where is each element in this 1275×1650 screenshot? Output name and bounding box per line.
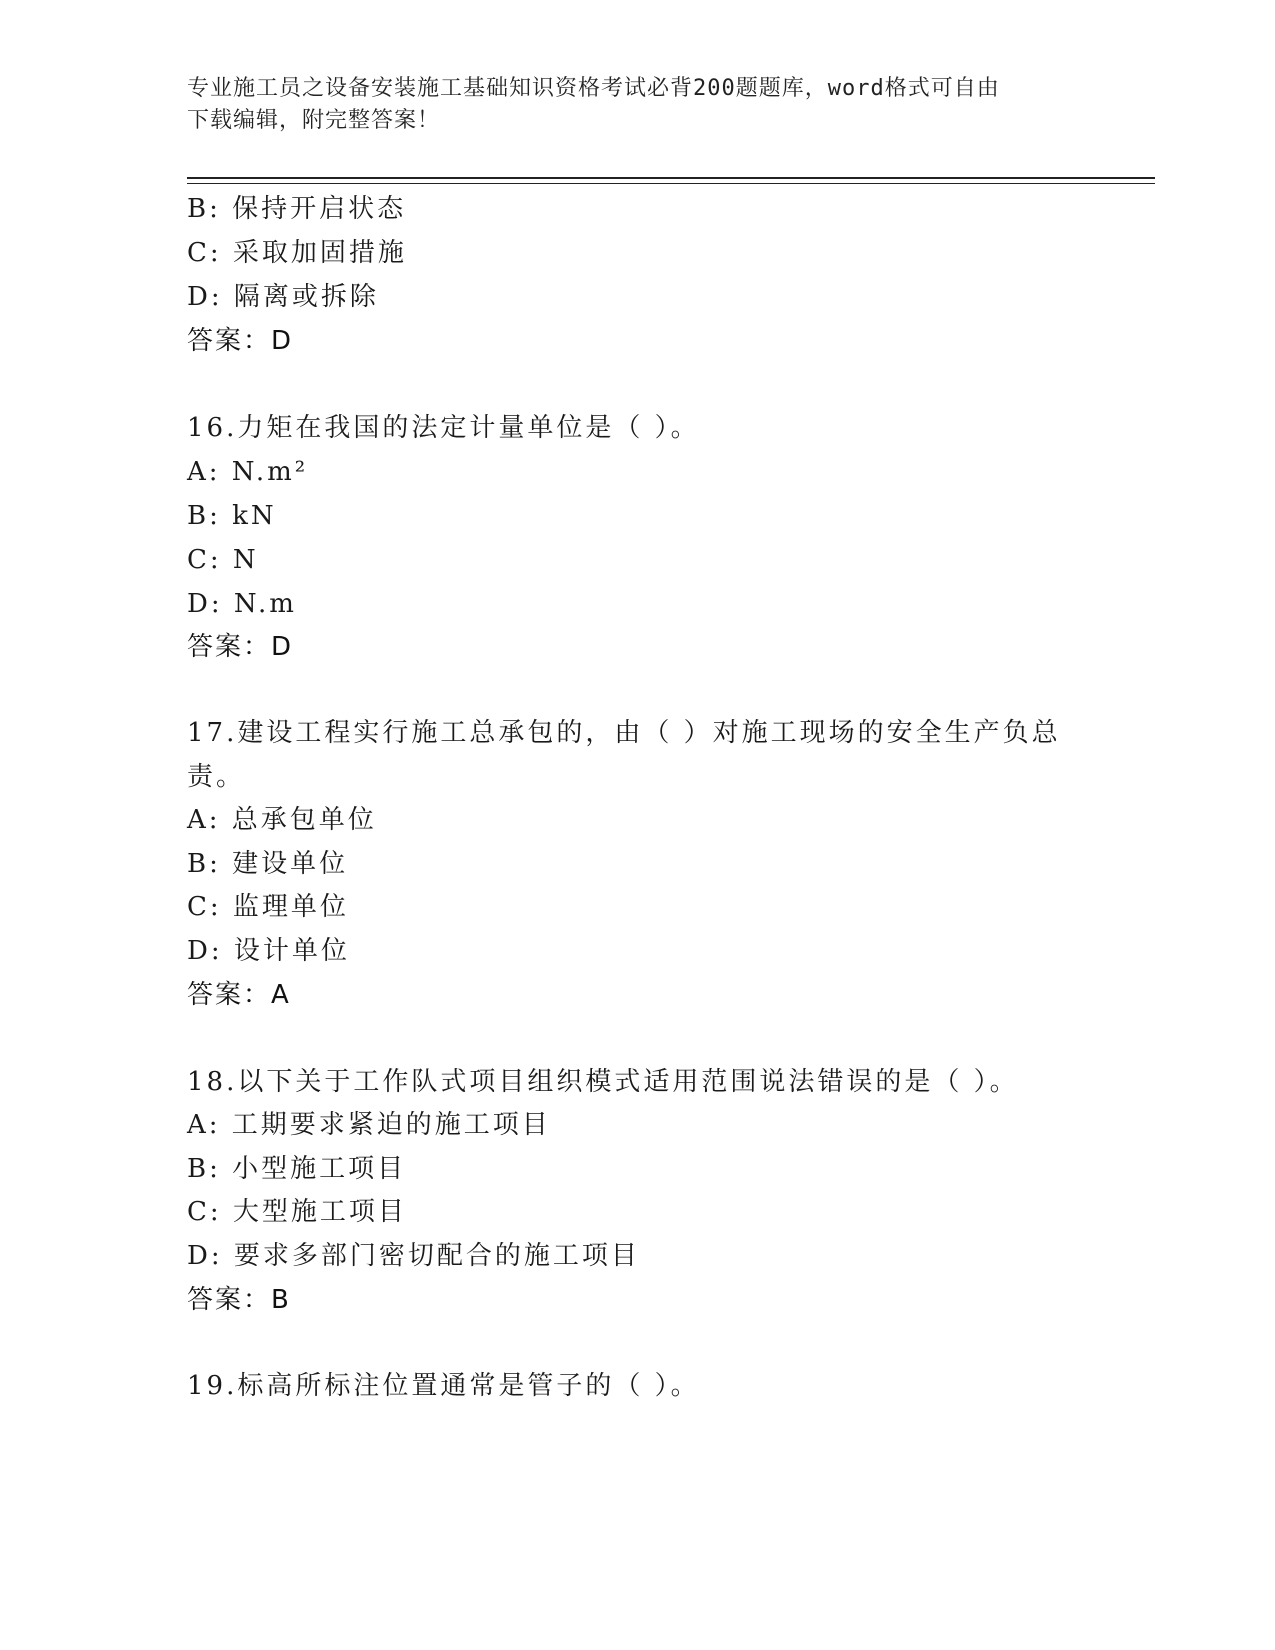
header-divider-thick [187, 177, 1155, 179]
header-title-line-2: 下载编辑，附完整答案！ [187, 108, 441, 133]
q18-option-d: D: 要求多部门密切配合的施工项目 [187, 1241, 640, 1271]
q16-option-d: D: N.m [187, 589, 297, 619]
q18-question: 18.以下关于工作队式项目组织模式适用范围说法错误的是（ ）。 [187, 1067, 1019, 1097]
q18-option-a: A: 工期要求紧迫的施工项目 [187, 1110, 551, 1140]
q17-option-d: D: 设计单位 [187, 936, 350, 966]
q16-option-c: C: N [187, 545, 259, 575]
q17-question-line-2: 责。 [187, 762, 246, 792]
q17-option-c: C: 监理单位 [187, 892, 349, 922]
header-divider-thin [187, 183, 1155, 184]
q17-question-line-1: 17.建设工程实行施工总承包的，由（ ）对施工现场的安全生产负总 [187, 718, 1061, 748]
q17-option-a: A: 总承包单位 [187, 805, 377, 835]
q17-option-b: B: 建设单位 [187, 849, 349, 879]
q19-question: 19.标高所标注位置通常是管子的（ ）。 [187, 1371, 700, 1401]
q17-answer: 答案：A [187, 980, 291, 1010]
q18-option-c: C: 大型施工项目 [187, 1197, 407, 1227]
q16-option-b: B: kN [187, 501, 277, 531]
header-title-line-1: 专业施工员之设备安装施工基础知识资格考试必背200题题库，word格式可自由 [187, 76, 1000, 101]
document-header [187, 73, 1087, 137]
q16-answer: 答案：D [187, 632, 294, 662]
q18-answer: 答案：B [187, 1285, 291, 1315]
q15-option-d: D: 隔离或拆除 [187, 282, 379, 312]
q18-option-b: B: 小型施工项目 [187, 1154, 407, 1184]
q15-answer: 答案：D [187, 326, 294, 356]
q15-option-c: C: 采取加固措施 [187, 238, 407, 268]
q16-question: 16.力矩在我国的法定计量单位是（ ）。 [187, 413, 700, 443]
q15-option-b: B: 保持开启状态 [187, 194, 407, 224]
q16-option-a: A: N.m² [187, 457, 309, 487]
